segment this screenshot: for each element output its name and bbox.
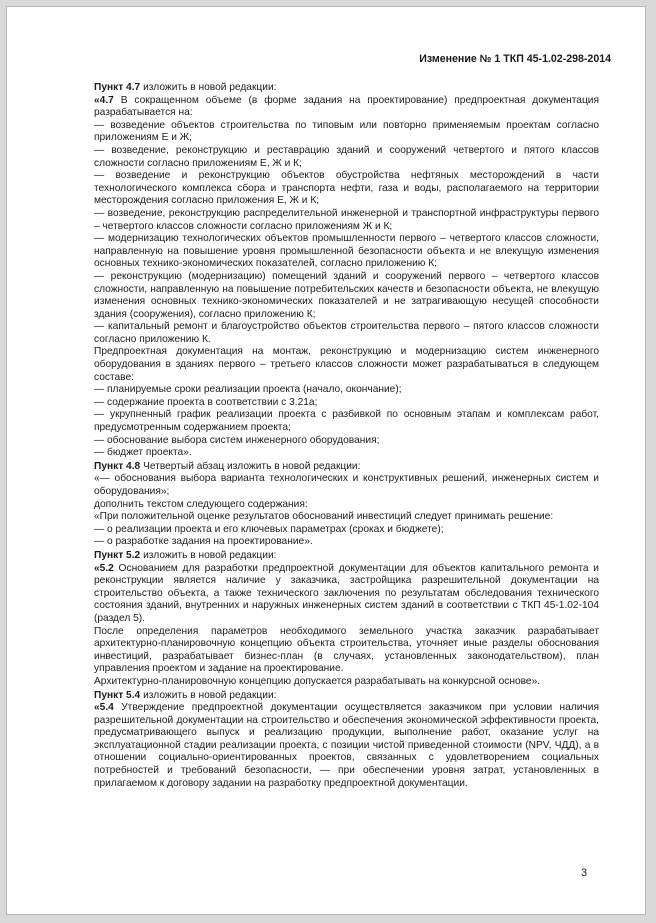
list-item: — о реализации проекта и его ключевых параметрах (сроках и бюджете); xyxy=(94,523,444,535)
paragraph-heading-4-8: Пункт 4.8 Четвертый абзац изложить в новой редакции: xyxy=(94,460,361,472)
list-item: — бюджет проекта». xyxy=(94,447,192,459)
clause-label: «5.2 xyxy=(94,562,114,574)
clause-label: «4.7 xyxy=(94,94,114,106)
paragraph-heading-5-2: Пункт 5.2 изложить в новой редакции: xyxy=(94,549,277,561)
paragraph: После определения параметров необходимого земельного участка заказчик разрабатывает архитектурно-планировочную концепцию объекта строительства, уточняет иные разделы обоснования инвестиций, разрабатывает бизнес-план (в случаях, установленных законодательством), план управления проектом и задание на проектирование. xyxy=(94,625,599,675)
list-item: — укрупненный график реализации проекта с разбивкой по основным этапам и комплексам работ, предусмотренным содержанием проекта; xyxy=(94,409,599,434)
clause-label: «5.4 xyxy=(94,702,114,714)
clause-label: Пункт 5.2 xyxy=(94,549,141,561)
list-item: — реконструкцию (модернизацию) помещений зданий и сооружений первого – четвертого классов сложности, направленную на повышение потребительских качеств и безопасности объекта, не влекущую изменения основных технико-экономических показателей и не затрагивающую несущей способности здания (сооружения), согласно приложению К; xyxy=(94,270,599,320)
paragraph: «— обоснования выбора варианта технологических и конструктивных решений, инженерных систем и оборудования»; xyxy=(94,473,599,497)
paragraph: дополнить текстом следующего содержания: xyxy=(94,498,308,510)
list-item: — содержание проекта в соответствии с 3.21а; xyxy=(94,396,318,408)
list-item: — возведение и реконструкцию объектов обустройства нефтяных месторождений в части технологического комплекса сбора и транспорта нефти, газа и воды, располагаемого на территории месторождения согласно приложения Е, Ж и К; xyxy=(94,170,599,207)
paragraph: «При положительной оценке результатов обоснований инвестиций следует принимать решение: xyxy=(94,511,554,523)
document-header: Изменение № 1 ТКП 45-1.02-298-2014 xyxy=(419,53,611,65)
document-body xyxy=(65,82,599,790)
list-item: — капитальный ремонт и благоустройство объектов строительства первого – пятого классов сложности согласно приложению К. xyxy=(94,321,599,345)
clause-label: Пункт 4.7 xyxy=(94,82,141,93)
document-page xyxy=(6,6,646,915)
paragraph: Предпроектная документация на монтаж, реконструкцию и модернизацию систем инженерного оборудования в зданиях первого – третьего классов сложности может разрабатываться в следующем составе: xyxy=(94,346,599,383)
list-item: — возведение, реконструкцию распределительной инженерной и транспортной инфраструктуры первого – четвертого классов сложности согласно приложениям Ж и К; xyxy=(94,207,599,232)
list-item: — о разработке задания на проектирование». xyxy=(94,536,313,548)
list-item: — модернизацию технологических объектов промышленности первого – четвертого классов сложности, направленную на повышение уровня промышленной безопасности объекта и не влекущую изменения основных технико-экономических показателей, согласно приложению К; xyxy=(94,233,599,270)
list-item: — планируемые сроки реализации проекта (начало, окончание); xyxy=(94,384,402,396)
page-number: 3 xyxy=(581,867,587,879)
list-item: — возведение объектов строительства по типовым или повторно применяемым проектам согласно приложениям Е и Ж; xyxy=(94,119,599,144)
list-item: — возведение, реконструкцию и реставрацию зданий и сооружений четвертого и пятого классов сложности согласно приложениям Е, Ж и К; xyxy=(94,144,599,169)
paragraph-5-4: «5.4 Утверждение предпроектной документации осуществляется заказчиком при условии наличия разрешительной документации на строительство и обеспечения экономической эффективности проекта, предусматривающего выпуск и реализацию продукции, выполнение работ, оказание услуг на эксплуатационной стадии реализации проекта, с позиции чистой приведенной стоимости (NPV, ЧДД), а в отношении социально-ориентированных проектов, связанных с удовлетворением социальных потребностей и требований безопасности, — при обеспечении уровня затрат, установленных в прилагаемом к договору задании на разработку предпроектной документации. xyxy=(94,702,599,789)
paragraph-5-2: «5.2 Основанием для разработки предпроектной документации для объектов капитального ремонта и реконструкции является наличие у заказчика, застройщика разрешительной документации на строительство объекта, а также технического заключения по результатам обследования технического состояния зданий, внутренних и наружных инженерных систем зданий в соответствии с ТКП 45-1.02-104 (раздел 5). xyxy=(94,562,599,624)
clause-label: Пункт 5.4 xyxy=(94,689,141,701)
paragraph: Архитектурно-планировочную концепцию допускается разрабатывать на конкурсной основе». xyxy=(94,675,541,687)
paragraph-heading-5-4: Пункт 5.4 изложить в новой редакции: xyxy=(94,689,277,701)
paragraph-heading-4-7: Пункт 4.7 изложить в новой редакции: xyxy=(94,82,277,93)
paragraph-4-7: «4.7 В сокращенном объеме (в форме задания на проектирование) предпроектная документация разрабатывается на: xyxy=(94,94,599,119)
list-item: — обоснование выбора систем инженерного оборудования; xyxy=(94,434,380,446)
clause-label: Пункт 4.8 xyxy=(94,460,141,472)
